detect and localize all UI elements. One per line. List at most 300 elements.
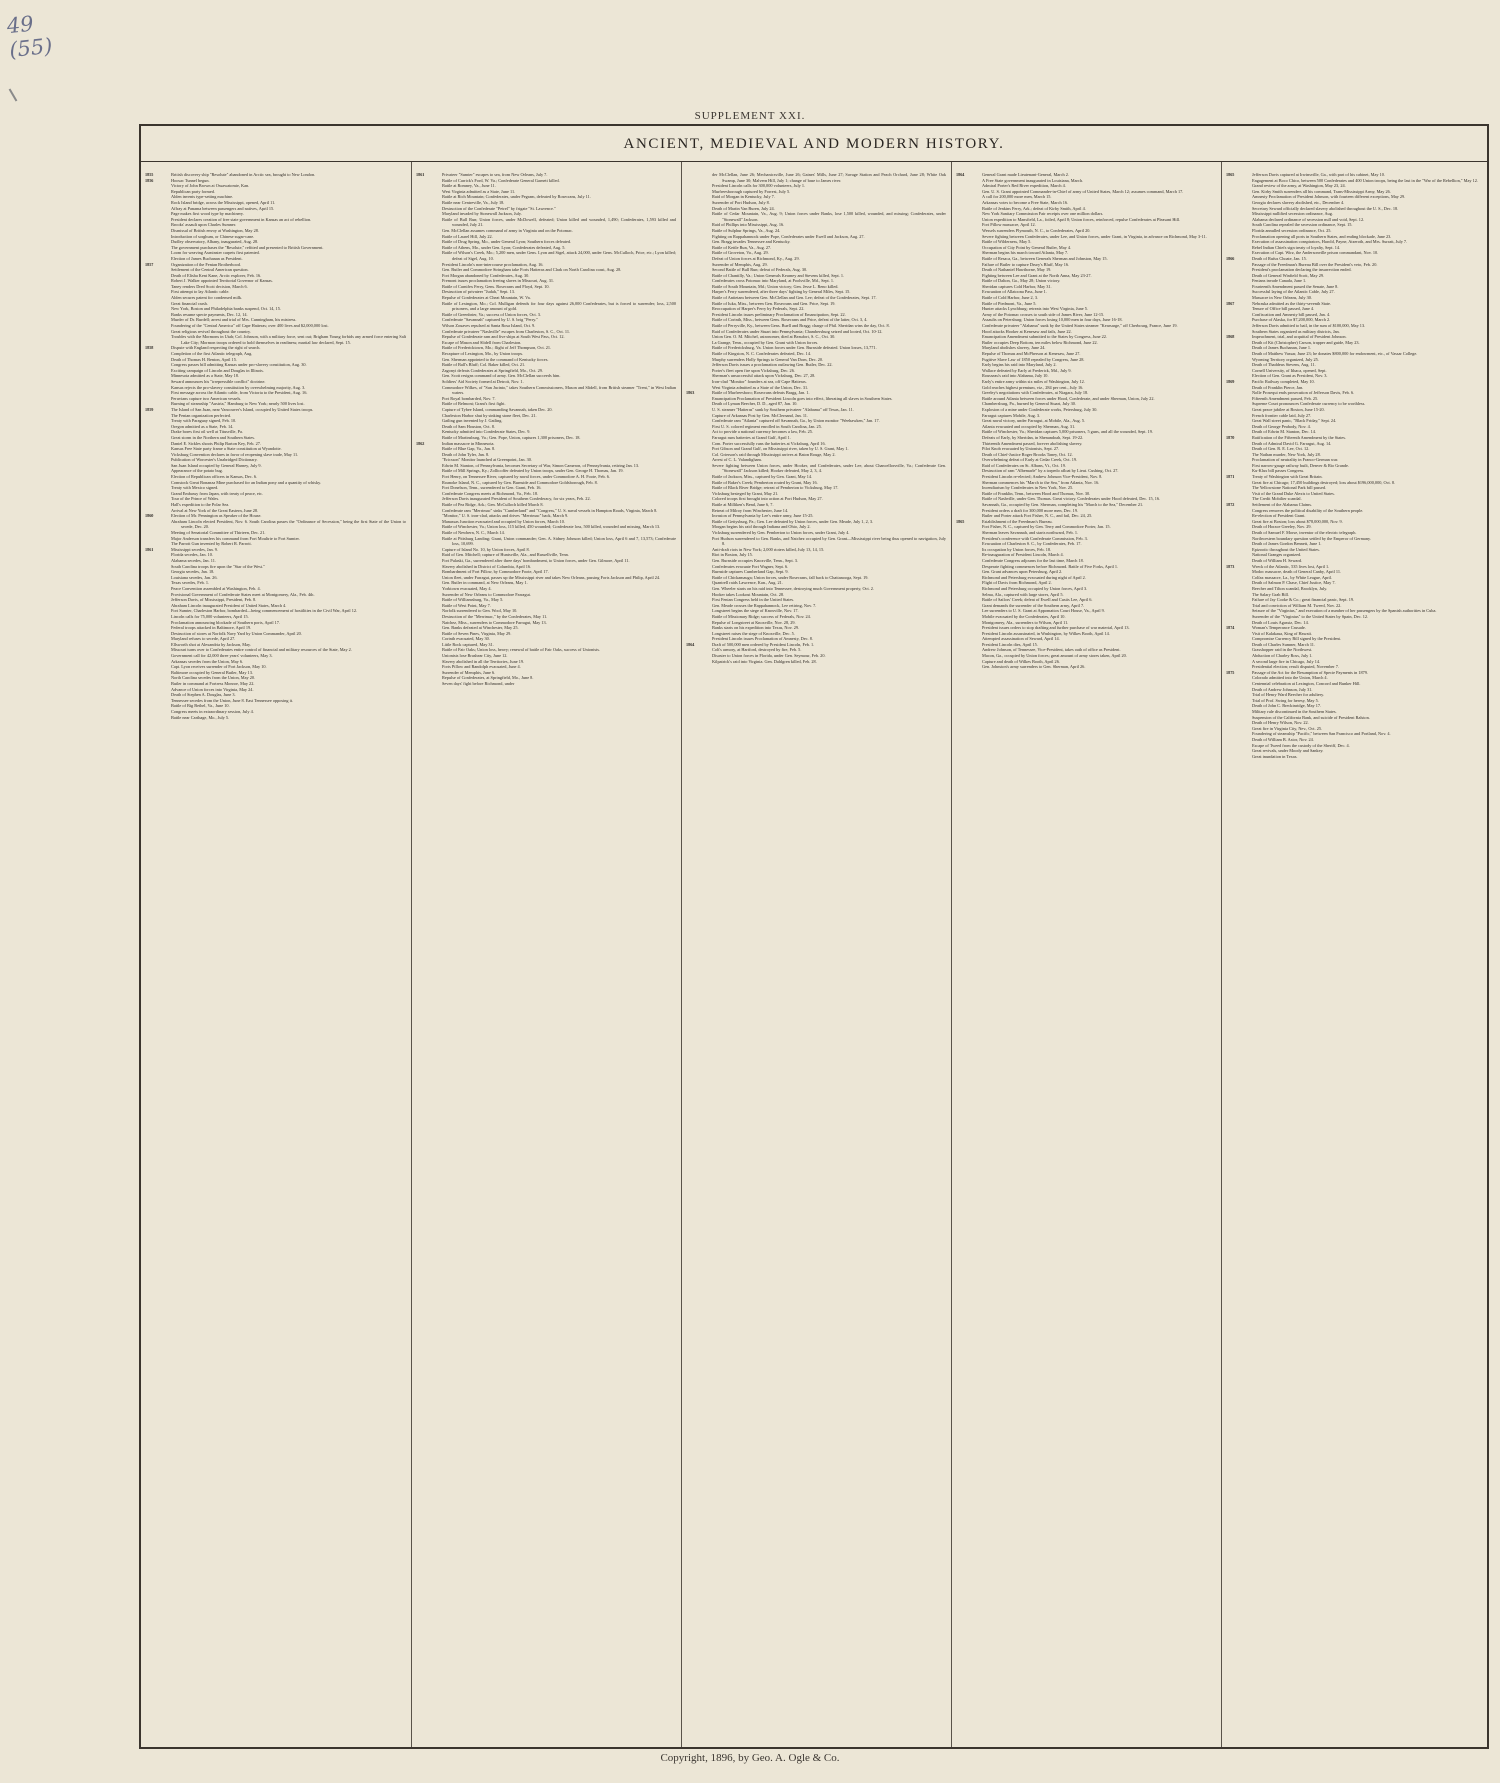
entry-text: Com. Porter successfully runs the batteries at Vicksburg, April 16. — [712, 440, 826, 446]
entry-text: Arrest of C. L. Valandigham. — [712, 457, 762, 463]
entry-text: Battle of Nashville, under Gen. Thomas. Great victory. Confederates under Hood defeated, Dec. 15, 16. — [982, 496, 1161, 502]
entry-text: Early's entire army within six miles of Washington, July 12. — [982, 378, 1085, 384]
entry-text: Burnside captures Cumberland Gap, Sept. 9. — [712, 569, 789, 575]
entry-text: Organization of the Fenian Brotherhood. — [171, 261, 241, 267]
entry-text: Arkansas votes to become a Free State, March 16. — [982, 199, 1069, 205]
entry-year: 1855 — [145, 172, 154, 177]
entry-text: Battle of Jackson, Miss., captured by Gen. Grant, May 14. — [712, 474, 813, 480]
entry-text: Death of Kit (Christopher) Carson, trapper and guide, May 23. — [1252, 339, 1360, 345]
entry-text: Battle of Ball's Bluff; Col. Baker killed, Oct. 21. — [442, 362, 526, 368]
entry-text: Woman's Temperance Crusade. — [1252, 625, 1306, 631]
entry-text: Establishment of the Freedman's Bureau. — [982, 518, 1053, 524]
entry-text: Rousseau's raid into Alabama, July 10. — [982, 373, 1049, 379]
entry-year: 1871 — [1226, 474, 1235, 480]
entry-text: Drake bores first oil well at Titusville, Pa. — [171, 429, 243, 435]
entry-text: Suspension of the California Bank, and suicide of President Ralston. — [1252, 714, 1370, 720]
entry-text: Explosion of a mine under Confederate works, Petersburg, July 30. — [982, 406, 1098, 412]
entry-text: Colorado admitted into the Union, March 4. — [1252, 675, 1328, 681]
entry-year: 1868 — [1226, 334, 1235, 340]
entry-text: Battle of Dalton, Ga., May 28; Union victory. — [982, 278, 1061, 284]
history-column-2 — [411, 162, 681, 1747]
entry-text: Oregon admitted as a State, Feb. 14. — [171, 423, 234, 429]
entry-text: Surrender of Memphis, Aug. 29. — [712, 261, 768, 267]
entry-text: Indian massacre in Minnesota. — [442, 440, 495, 446]
entry-text: Severe fighting between Union forces, under Hooker, and Confederates, under Lee, about Chancellorsville, Va.; Confederate Gen. "Stonewall" Jackson killed; Hooker defeated, May 2, 3, 4. — [712, 462, 946, 474]
entry-text: Advance of Union forces into Virginia, May 24. — [171, 686, 254, 692]
entry-text: South Carolina repealed the secession ordinance, Sept. 15. — [1252, 222, 1353, 228]
entry-text: Colt's armory, at Hartford, destroyed by fire, Feb. 5. — [712, 647, 802, 653]
entry-text: Repulse of Confederates at Cheat Mountain, W. Va. — [442, 295, 531, 301]
entry-text: Jefferson Davis inaugurated President of Southern Confederacy, for six years, Feb. 22. — [442, 496, 591, 502]
entry-text: Ellsworth shot at Alexandria by Jackson, May. — [171, 641, 251, 647]
entry-text: Death of Andrew Johnson, July 31. — [1252, 686, 1313, 692]
entry-text: Abraham Lincoln inaugurated President of United States, March 4. — [171, 602, 287, 608]
entry-year: 1858 — [145, 345, 154, 351]
entry-text: "Ericsson" Monitor launched at Greenpoint, Jan. 30. — [442, 457, 533, 463]
entry-text: Murphy surrenders Holly Springs to General Van Dorn, Dec. 20. — [712, 356, 824, 362]
entry-text: Surrender of Memphis, June 6. — [442, 669, 496, 675]
entry-text: Death of George Peabody, Nov. 4. — [1252, 423, 1311, 429]
entry-text: Battle of Groveton, Va., Aug. 29. — [712, 250, 769, 256]
entry-text: Battle at Milliken's Bend, June 6, 7. — [712, 502, 774, 508]
entry-text: Battle of Fredericktown, Mo.; flight of Jeff Thompson, Oct. 21. — [442, 345, 552, 351]
entry-text: Great religious revival throughout the country. — [171, 328, 251, 334]
entry-text: Great fire in Virginia City, Nev., Oct. 25. — [1252, 725, 1323, 731]
entry-text: Pilot Knob evacuated by Unionists, Sept. 27. — [982, 446, 1060, 452]
entry-text: Battle of Pea Ridge, Ark.; Gen. McCulloch killed March 8. — [442, 502, 544, 508]
entry-text: Surrender of New Orleans to Commodore Farragut. — [442, 591, 531, 597]
entry-text: Maryland abolishes slavery, June 24. — [982, 345, 1046, 351]
entry-text: Fort Morgan abandoned by Confederates, Aug. 30. — [442, 272, 530, 278]
entry-text: Mobile evacuated by the Confederates, April 10. — [982, 613, 1066, 619]
entry-text: Battle of Cold Harbor, June 2, 3. — [982, 295, 1039, 301]
entry-text: Forts Pillow and Randolph evacuated, June 4. — [442, 664, 521, 670]
entry-text: Abraham Lincoln elected President, Nov. 6. South Carolina passes the "Ordinance of Secession," being the first State of the Union to secede, Dec. 20. — [171, 518, 406, 530]
entry-text: Kansas rejects the pro-slavery constitution by overwhelming majority, Aug. 3. — [171, 384, 306, 390]
entry-text: Re-election of President Grant. — [1252, 513, 1306, 519]
entry-text: Secretary Seward officially declared slavery abolished throughout the U. S., Dec. 18. — [1252, 205, 1399, 211]
entry-text: Battle of Sulphur Springs, Va., Aug. 24. — [712, 227, 781, 233]
entry-text: Congress removes the political disability of the Southern people. — [1252, 507, 1364, 513]
entry-year: 1861 — [145, 546, 154, 552]
entry-text: Battle of Kingston, N. C. Confederates defeated, Dec. 14. — [712, 351, 812, 356]
entry-text: Repulse of Longstreet at Knoxville, Nov. 28, 29. — [712, 619, 796, 625]
entry-text: Tour of the Prince of Wales. — [171, 496, 220, 502]
columns-container — [141, 162, 1487, 1747]
entry-text: Comstock Great Bonanza Mine purchased for an Indian pony and a quantity of whisky. — [171, 479, 322, 485]
history-entry — [1226, 754, 1482, 760]
entry-text: Fourteenth Amendment passed the Senate, June 8. — [1252, 283, 1339, 289]
entry-text: Execution of assassination conspirators, Harold, Payne, Atzeroth, and Mrs. Surratt, July 7. — [1252, 239, 1408, 245]
entry-text: Battle of West Point, May 7. — [442, 602, 491, 608]
entry-text: Troubles with the Mormons in Utah; Col. Johnson, with a military force, sent out; Brigham Young forbids any armed force entering Salt Lake City; Mormon troops ordered to hold themselves in readiness; martial law declared, Sept. 15. — [171, 334, 406, 345]
entry-text: Congress passes bill admitting Kansas under pro-slavery constitution, Aug. 30. — [171, 362, 307, 368]
entry-text: Montgomery, Ala., surrenders to Wilson, April 11. — [982, 619, 1069, 625]
entry-year: 1872 — [1226, 502, 1235, 508]
entry-text: Greeley's negotiations with Confederates, at Niagara, July 18. — [982, 390, 1089, 396]
entry-text: Battle of Martinsburg, Va.; Gen. Pope, Union, captures 1,300 prisoners, Dec. 18. — [442, 434, 581, 440]
entry-text: Reoccupation of Harper's Ferry by Federals, Sept. 22. — [712, 306, 805, 312]
entry-text: Tenure of Office bill passed, June 4. — [1252, 306, 1315, 312]
entry-text: Settlement of the Alabama Claims. — [1252, 502, 1313, 508]
entry-text: Peruvians capture two American vessels. — [171, 395, 242, 401]
entry-text: A second large fire in Chicago, July 14. — [1252, 658, 1321, 664]
entry-text: Battle of Jenkins Ferry, Ark.; defeat of Kirby Smith, April 4. — [982, 205, 1086, 211]
entry-text: Slavery abolished in all the Territories, June 19. — [442, 658, 525, 664]
entry-text: Dispute with England respecting the right of search. — [171, 345, 261, 351]
entry-text: Battle of Wilson's Creek, Mo.; 5,200 men, under Gens. Lyon and Sigel, attack 24,000, under Gens. McCulloch, Price, etc.; Lyon killed; defeat of Sigel, Aug. 10. — [442, 250, 676, 261]
entry-text: Dudley observatory, Albany, inaugurated, Aug. 28. — [171, 239, 259, 245]
entry-text: Death of Sam Houston, Oct. 8. — [442, 423, 495, 429]
entry-text: Great financial crash. — [171, 300, 208, 306]
entry-text: Failure of Jay Cooke & Co.; great financial panic, Sept. 19. — [1252, 597, 1355, 603]
entry-text: President Lincoln issues preliminary Proclamation of Emancipation, Sept. 22. — [712, 311, 846, 317]
entry-text: Maryland refuses to secede, April 27. — [171, 636, 236, 642]
entry-text: Meeting of Senatorial Committee of Thirteen, Dec. 21. — [171, 530, 266, 535]
entry-text: Death of Stephen A. Douglas, June 3. — [171, 692, 236, 698]
entry-text: Grant demands the surrender of the Southern army, April 7. — [982, 602, 1085, 608]
entry-text: Jefferson Davis, of Mississippi, President, Feb. 8. — [171, 597, 257, 603]
entry-text: Death of James Gordon Bennett, June 1. — [1252, 541, 1322, 547]
entry-text: Hoosac Tunnel begun. — [171, 177, 210, 183]
entry-text: Death of Charles Sumner, March 11. — [1252, 641, 1316, 647]
entry-text: First narrow-gauge railway built, Denver & Rio Grande. — [1252, 462, 1350, 468]
entry-text: Northwestern boundary question settled by the Emperor of Germany. — [1252, 535, 1371, 541]
entry-text: Sherman leaves Savannah, and starts northward, Feb. 1. — [982, 530, 1079, 535]
entry-text: San Juan Island occupied by General Harney, July 9. — [171, 462, 262, 468]
entry-text: Early begins his raid into Maryland, July 2. — [982, 362, 1057, 368]
entry-text: Death of Henry Wilson, Nov. 22. — [1252, 720, 1309, 726]
entry-text: Richmond and Petersburg occupied by Union forces, April 3. — [982, 585, 1088, 591]
entry-text: Battle of Newbern, N. C., March 14. — [442, 530, 505, 535]
entry-year: 1857 — [145, 261, 154, 267]
history-entry — [145, 334, 406, 345]
entry-text: The Salary Grab Bill. — [1252, 591, 1289, 597]
history-entry — [145, 519, 406, 530]
history-table-frame — [139, 124, 1489, 1749]
entry-text: Baltimore occupied by General Butler, May 13. — [171, 669, 253, 675]
entry-text: Proclamation of neutrality in Franco-German war. — [1252, 457, 1339, 463]
entry-text: Confederate ram "Atlanta" captured off Savannah, Ga., by Union monitor "Weehawken," Jan. 17. — [712, 418, 880, 424]
entry-text: Compromise Currency Bill signed by the President. — [1252, 636, 1341, 642]
entry-text: Incendiarism by Confederates in New York, Nov. 25. — [982, 485, 1074, 491]
entry-text: Battle of Baker's Creek; Pemberton routed by Grant, May 16. — [712, 479, 818, 485]
entry-text: Battle of Lexington, Mo.; Col. Mulligan defends for four days against 26,000 Confederates, but is forced to surrender; loss, 2,500 prisoners, and a large amount of gold. — [442, 300, 676, 312]
entry-text: First attempt to lay Atlantic cable. — [171, 289, 230, 295]
handwritten-page-number — [6, 10, 54, 62]
entry-year: 1863 — [686, 390, 695, 396]
entry-text: Battle of South Mountain, Md.; Union victory; Gen. Jesse L. Reno killed. — [712, 283, 839, 289]
entry-text: Election of Republican officers in Kansas, Dec. 6. — [171, 474, 258, 480]
entry-text: Battle of Winchester, Va.; Sheridan captures 5,000 prisoners, 5 guns, and all the wounded, Sept. 19. — [982, 429, 1153, 435]
entry-text: Sherman commences his "March to the Sea," from Atlanta, Nov. 16. — [982, 479, 1100, 485]
entry-text: Raid of Confederates under Stuart into Pennsylvania; Chambersburg seized and looted, Oct. 10-12. — [712, 328, 883, 334]
entry-text: Escape of Tweed from the custody of the Sheriff, Dec. 4. — [1252, 742, 1350, 748]
entry-text: Harper's Ferry surrendered, after three days' fighting by General Miles, Sept. 15. — [712, 289, 851, 295]
entry-text: Macon, Ga., occupied by Union forces; great amount of army stores taken, April 20. — [982, 653, 1127, 659]
entry-text: Gatling gun invented by J. Gatling. — [442, 418, 503, 424]
entry-text: Jefferson Davis captured at Irwinsville, Ga., with part of his cabinet, May 10. — [1252, 172, 1385, 177]
entry-text: Edwin M. Stanton, of Pennsylvania, becomes Secretary of War, Simon Cameron, of Pennsylvania, retiring Jan. 13. — [442, 462, 640, 468]
entry-text: Impeachment, trial, and acquittal of President Johnson. — [1252, 334, 1347, 340]
entry-text: Fenians invade Canada, June 1. — [1252, 278, 1307, 284]
entry-text: Act to provide a national currency becomes a law, Feb. 25. — [712, 429, 814, 435]
entry-text: Destruction of the "Merrimac," by the Confederates, May 11. — [442, 613, 548, 619]
entry-text: Longstreet raises the siege of Knoxville, Dec. 5. — [712, 630, 795, 636]
entry-text: Emancipation Proclamation of President Lincoln goes into effect, liberating all slaves in Southern States. — [712, 395, 893, 401]
entry-text: Brooks' assault upon Charles Sumner. — [171, 222, 237, 228]
entry-text: Battle near Carthage, Mo., July 5. — [171, 714, 230, 720]
entry-text: Trial of Henry Ward Beecher for adultery. — [1252, 692, 1325, 698]
entry-text: Fifteenth Amendment passed, Feb. 25. — [1252, 395, 1319, 401]
entry-text: Foundering of the "Central America" off Cape Hatteras; over 400 lives and $2,000,000 lost. — [171, 323, 329, 329]
entry-text: Soldiers' Aid Society formed at Detroit, Nov. 1. — [442, 378, 524, 384]
entry-text: Recapture of Lexington, Mo., by Union troops. — [442, 351, 524, 356]
entry-text: Corinth evacuated, May 30. — [442, 636, 490, 642]
entry-text: President Lincoln dies, April 15. — [982, 641, 1038, 647]
entry-text: Fighting on Rappahannock under Pope, Confederates under Ewell and Jackson, Aug. 27. — [712, 233, 865, 239]
entry-text: Mississippi secedes, Jan. 9. — [171, 546, 219, 552]
entry-text: Draft of 500,000 men ordered by President Lincoln, Feb. 1. — [712, 641, 815, 647]
entry-text: Jefferson Davis issues a proclamation outlawing Gen. Butler, Dec. 22. — [712, 362, 833, 368]
entry-text: Admiral Porter's Red River expedition, March 4. — [982, 183, 1066, 189]
entry-text: Daniel E. Sickles shoots Philip Barton Key, Feb. 27. — [171, 440, 261, 446]
entry-text: Hunter attacks Lynchburg; retreats into West Virginia, June 5. — [982, 306, 1089, 312]
entry-text: Unionists lose Brashear City, June 12. — [442, 653, 508, 659]
entry-text: Savannah, Ga., occupied by Gen. Sherman, completing his "March to the Sea," December 21. — [982, 502, 1144, 508]
entry-text: President's proclamation declaring the insurrection ended. — [1252, 267, 1352, 273]
history-column-4 — [951, 162, 1221, 1747]
entry-text: Quantrell raids Lawrence, Kan., Aug. 21. — [712, 580, 783, 586]
entry-text: Battle of Cedar Mountain, Va., Aug. 9; Union forces under Banks, lose 1,500 killed, wounded, and missing; Confederates, under "Stonewall" Jackson. — [712, 211, 946, 222]
entry-year: 1864 — [686, 641, 695, 647]
entry-text: Successful laying of the Atlantic Cable, July 27. — [1252, 289, 1335, 295]
entry-text: Arrival at New York of the Great Eastern, June 28. — [171, 507, 259, 513]
entry-text: Introduction of sorghum, or Chinese sugar-cane. — [171, 233, 255, 239]
entry-text: Gen. Wheeler starts on his raid into Tennessee, destroying much Government property, Oct. 2. — [712, 585, 875, 591]
entry-text: Page makes first wood type by machinery. — [171, 211, 244, 217]
entry-text: "Monitor," U. S. iron-clad, attacks and drives "Merrimac" back, March 9. — [442, 513, 569, 519]
entry-year: 1864 — [956, 172, 965, 177]
entry-text: Pacific Railway completed, May 10. — [1252, 378, 1315, 384]
entry-text: Robert J. Walker appointed Territorial Governor of Kansas. — [171, 278, 273, 284]
entry-text: Appearance of the potato bug. — [171, 468, 223, 474]
entry-text: Desperate fighting commences before Richmond. Battle of Five Forks, April 1. — [982, 563, 1119, 569]
entry-text: A Free State government inaugurated in Louisiana, March. — [982, 177, 1084, 183]
entry-text: President orders a draft for 300,000 more men, Dec. 19. — [982, 507, 1079, 513]
entry-text: Battle of Blue Gap, Va., Jan. 8. — [442, 446, 496, 452]
entry-text: President Lincoln re-elected; Andrew Johnson Vice-President, Nov. 8. — [982, 474, 1103, 480]
entry-text: Alabama secedes, Jan. 11. — [171, 557, 216, 563]
entry-text: Colfax massacre, La., by White League, April. — [1252, 574, 1332, 580]
entry-text: Burning of steamship "Austria," Hamburg to New York; nearly 500 lives lost. — [171, 401, 305, 407]
entry-text: Battle of Greenbrier, Va.; success of Union forces, Oct. 3. — [442, 311, 542, 317]
entry-text: Iron-clad "Monitor" founders at sea, off Cape Hatteras. — [712, 378, 807, 384]
entry-year: 1861 — [416, 172, 425, 177]
entry-text: The Nathan murder, New York, July 28. — [1252, 451, 1321, 457]
entry-text: Second Battle of Bull Run; defeat of Federals, Aug. 30. — [712, 267, 808, 273]
entry-text: Port Gibson and Grand Gulf, on Mississippi river, taken by U. S. Grant, May 1. — [712, 446, 849, 452]
entry-text: Battle of Seven Pines, Virginia, May 29. — [442, 630, 512, 636]
margin-note-line: 49 — [5, 11, 35, 39]
entry-year: 1873 — [1226, 563, 1235, 569]
entry-text: Ku-Klux bill passes Congress. — [1252, 468, 1305, 474]
entry-text: Repulse of Thomas and McPherson at Kenesaw, June 27. — [982, 351, 1081, 356]
entry-text: Battle of Murfreesboro; Rosecrans defeats Bragg, Jan. 1. — [712, 390, 810, 396]
entry-text: Battle of Winchester, Va.; Union loss, 115 killed, 450 wounded; Confederate loss, 500 killed, wounded and missing, March 13. — [442, 524, 661, 530]
entry-text: Battle of Missionary Ridge; success of Federals, Nov. 24. — [712, 613, 811, 619]
entry-text: Murder of Dr. Burdell; arrest and trial of Mrs. Cunningham, his mistress. — [171, 317, 297, 323]
entry-text: Destruction of ram "Albemarle" by a torpedo afloat by Lieut. Cushing, Oct. 27. — [982, 468, 1119, 474]
entry-text: Battle of Carnifex Ferry, Gens. Rosecrans and Floyd, Sept. 10. — [442, 283, 550, 289]
entry-text: Port Hudson surrendered to Gen. Banks, and Natchez occupied by Gen. Grant—Mississippi river being thus opened to navigation, July 8. — [712, 535, 946, 547]
pencil-mark — [9, 88, 18, 101]
entry-text: Visit of the Grand Duke Alexis to United States. — [1252, 490, 1335, 496]
entry-text: Longstreet begins the siege of Knoxville, Nov. 17. — [712, 608, 799, 614]
entry-text: Arkansas secedes from the Union, May 6. — [171, 658, 244, 664]
entry-text: Union fleet, under Farragut, passes up the Mississippi river and takes New Orleans, passing Forts Jackson and Philip, April 24. — [442, 574, 661, 580]
entry-text: Gen. Burnside occupies Knoxville, Tenn., Sept. 3. — [712, 557, 799, 563]
entry-text: Battle of Mill Springs, Ky.; Zollicoffer defeated by Union troops, under Gen. George H. Thomas, Jan. 19. — [442, 468, 624, 474]
entry-text: Atlanta evacuated and occupied by Sherman, Aug. 31. — [982, 423, 1076, 429]
entry-text: Modoc massacre, death of General Canby, April 11. — [1252, 569, 1342, 575]
entry-text: Death of Matthew Vassar, June 23; he donates $800,000 for endowment, etc., of Vassar College. — [1252, 351, 1418, 356]
history-entry — [416, 217, 676, 228]
entry-text: Provisional Government of Confederate States meet at Montgomery, Ala., Feb. 4th. — [171, 591, 315, 597]
entry-text: A call for 200,000 more men, March 15. — [982, 194, 1052, 200]
entry-text: Death of John C. Breckinridge, May 17. — [1252, 703, 1322, 709]
entry-text: Death of James Buchanan, June 1. — [1252, 345, 1312, 351]
entry-year: 1875 — [1226, 669, 1235, 675]
entry-text: The Credit Mobilier scandal. — [1252, 496, 1302, 502]
entry-text: Raid of Phillips into Mississippi, Aug. 16. — [712, 222, 785, 228]
entry-text: Purchase of Alaska, for $7,200,000, March 2. — [1252, 317, 1331, 323]
entry-text: Louisiana secedes, Jan. 26. — [171, 574, 218, 580]
entry-text: Death of Chief-Justice Roger Brooks Taney, Oct. 12. — [982, 451, 1073, 457]
entry-text: Sheridan captures Cold Harbor, May 31. — [982, 283, 1052, 289]
entry-text: The Fenian organization perfected. — [171, 412, 232, 418]
entry-text: Major Anderson transfers his command from Fort Moultrie to Fort Sumter. — [171, 535, 300, 541]
entry-text: Assaults on Petersburg; Union forces losing 10,000 men in four days, June 16-18. — [982, 317, 1123, 323]
entry-text: Porter's fleet open fire upon Vicksburg, Dec. 26. — [712, 367, 795, 373]
entry-text: Passage of the Freedman's Bureau Bill over the President's veto, Feb. 20. — [1252, 261, 1378, 267]
entry-text: President issues orders to stop drafting and further purchase of war material, April 13. — [982, 625, 1130, 631]
entry-text: Great naval victory, under Farragut, at Mobile, Ala., Aug. 5. — [982, 418, 1086, 424]
history-entry — [686, 659, 946, 665]
entry-text: Battle of Williamsburg, Va., May 5. — [442, 597, 504, 603]
entry-text: First U. S. colored regiment enrolled in South Carolina, Jan. 25. — [712, 423, 822, 429]
entry-text: Little Rock captured, May 31. — [442, 641, 494, 647]
entry-text: Death of Admiral David G. Farragut, Aug. 14. — [1252, 440, 1332, 446]
entry-text: Battle of Chantilly, Va.; Union Generals Kearney and Stevens killed, Sept. 1. — [712, 272, 845, 278]
entry-text: Treaty with Mexico signed. — [171, 485, 219, 491]
entry-text: Alden secures patent for condensed milk. — [171, 295, 243, 301]
entry-text: Commodore Wilkes, of "San Jacinto," takes Southern Commissioners, Mason and Slidell, from British steamer "Trent," in West Indian waters. — [442, 384, 676, 396]
entry-text: der McClellan, June 26; Mechanicsville, June 26; Gaines' Mills, June 27; Savage Station and Peach Orchard, June 28; White Oak Swamp, June 30; Malvern Hill, July 1; change of base to James river. — [712, 172, 946, 183]
entry-text: Flight of Davis from Richmond, April 2. — [982, 580, 1052, 586]
entry-text: French frontier cable laid, July 27. — [1252, 412, 1312, 418]
entry-text: Raid of Morgan in Kentucky, July 7. — [712, 194, 775, 200]
entry-text: Republican party formed. — [171, 188, 216, 194]
entry-text: Confederate ram "Merrimac" sinks "Cumberland" and "Congress," U. S. naval vessels in Hampton Roads, Virginia, March 8. — [442, 507, 658, 513]
entry-text: New York Sanitary Commission Fair receipts over one million dollars. — [982, 211, 1104, 217]
history-entry — [416, 301, 676, 312]
entry-text: U. S. steamer "Hatteras" sunk by Southern privateer "Alabama" off Texas, Jan. 11. — [712, 406, 854, 412]
entry-text: Death of Thaddeus Stevens, Aug. 11. — [1252, 362, 1316, 368]
entry-text: Destruction of stores at Norfolk Navy Yard by Union Commander, April 20. — [171, 630, 302, 636]
entry-text: President declares creation of free state government in Kansas an act of rebellion. — [171, 216, 312, 222]
entry-text: Battle of Bull Run; Union forces, under McDowell, defeated; Union killed and wounded, 1,490; Confederates, 1,593 killed and wounded, July 21. — [442, 216, 676, 228]
entry-text: Retreat of Milroy from Winchester, June 14. — [712, 507, 789, 513]
entry-text: Death of Gen. R. E. Lee, Oct. 12. — [1252, 446, 1310, 452]
entry-text: Wyoming Territory organized, July 25. — [1252, 356, 1319, 362]
entry-text: Florida secedes, Jan. 10. — [171, 552, 214, 558]
entry-text: South Carolina troops fire upon the "Star of the West." — [171, 563, 265, 569]
entry-text: Vicksburg surrendered by Gen. Pemberton to Union forces, under Grant, July 4. — [712, 530, 850, 535]
entry-text: Gen. Butler in command, at New Orleans, May 1. — [442, 580, 528, 586]
entry-text: Natchez, Miss., surrenders to Commodore Farragut, May 13. — [442, 619, 547, 625]
entry-text: Destruction of privateer "Judah," Sept. 13. — [442, 289, 515, 295]
history-entry — [145, 715, 406, 721]
entry-text: Visit of Kalakaua, King of Hawaii. — [1252, 630, 1313, 636]
entry-text: Alden invents type-setting machine. — [171, 194, 234, 200]
entry-text: Privateer "Sumter" escapes to sea, from New Orleans, July 7. — [442, 172, 548, 177]
entry-year: 1865 — [956, 518, 965, 524]
entry-text: Lee surrenders to U. S. Grant at Appomattox Court House, Va., April 9. — [982, 608, 1105, 614]
history-entry — [686, 172, 946, 183]
entry-text: Col. Grierson's raid through Mississippi arrives at Baton Rouge, May 2. — [712, 451, 836, 457]
entry-text: Butler and Porter attack Fort Fisher, N. C., and fail, Dec. 24, 25. — [982, 513, 1093, 519]
entry-text: Death of Rufus Choate, Jan. 15. — [1252, 255, 1307, 261]
history-entry — [686, 536, 946, 547]
entry-text: Morgan begins his raid through Indiana and Ohio, July 2. — [712, 524, 811, 530]
entry-text: Gen. Butler and Commodore Stringham take Forts Hatteras and Clark on North Carolina coast, Aug. 28. — [442, 267, 622, 273]
entry-text: Death of Martin Van Buren, July 24. — [712, 205, 775, 211]
entry-text: Supreme Court pronounces Confederate currency to be worthless. — [1252, 401, 1366, 407]
entry-text: Death of Salmon P. Chase, Chief Justice, May 7. — [1252, 580, 1336, 586]
entry-text: Alabama declared ordinance of secession null and void, Sept. 12. — [1252, 216, 1365, 222]
entry-text: Wallace defeated by Early at Frederick, Md., July 9. — [982, 367, 1072, 373]
entry-text: Evacuation of Allatoona Pass, June 1. — [982, 289, 1047, 295]
entry-year: 1874 — [1226, 625, 1235, 631]
entry-text: Its occupation by Union forces, Feb. 18. — [982, 546, 1052, 552]
history-column-5 — [1221, 162, 1487, 1747]
entry-text: Gen. Grant advances upon Petersburg, April 2. — [982, 569, 1063, 575]
entry-text: Great storm in the Northern and Southern States. — [171, 434, 256, 440]
entry-text: Battle of Kettle Run, Va., Aug. 27. — [712, 244, 772, 250]
entry-year: 1865 — [1226, 172, 1235, 177]
entry-text: Battle of Gettysburg, Pa.; Gen. Lee defeated by Union forces, under Gen. Meade, July 1, 2, 3. — [712, 518, 874, 524]
entry-text: Publication of Worcester's Unabridged Dictionary. — [171, 457, 258, 463]
entry-text: Peace Convention assembled at Washington, Feb. 4. — [171, 585, 261, 591]
history-entry — [416, 385, 676, 396]
entry-text: Fort Pillow massacre, April 12. — [982, 222, 1036, 228]
entry-text: Capture of Island No. 10, by Union forces, April 8. — [442, 546, 530, 552]
entry-text: Raid of Gen. Mitchell; capture of Huntsville, Ala., and Russellville, Tenn. — [442, 552, 569, 558]
copyright-notice: Copyright, 1896, by Geo. A. Ogle & Co. — [660, 1752, 840, 1764]
entry-text: Union Gen. O. M. Mitchel, astronomer, died at Beaufort, S. C., Oct. 30. — [712, 334, 836, 340]
entry-text: Grand Embassy from Japan, with treaty of peace, etc. — [171, 490, 263, 496]
entry-text: Banks resume specie payments, Dec. 12, 14. — [171, 311, 248, 317]
entry-text: Battle of Piedmont, Va., June 5. — [982, 300, 1037, 306]
entry-text: Battle of Sailors' Creek; defeat of Ewell and Custis Lee, April 6. — [982, 597, 1093, 603]
history-column-1 — [141, 162, 411, 1747]
entry-text: Battle of Fair Oaks; Union loss, heavy; renewal of battle of Fair Oaks, success of Unionists. — [442, 647, 600, 653]
entry-text: Great fire at Boston; loss about $78,000,000, Nov. 9. — [1252, 518, 1343, 524]
entry-text: Hooker takes Lookout Mountain, Oct. 28. — [712, 591, 785, 597]
entry-text: Election of James Buchanan as President. — [171, 255, 243, 261]
entry-text: Battle of Black River Bridge; retreat of Pemberton to Vicksburg, May 17. — [712, 485, 839, 491]
